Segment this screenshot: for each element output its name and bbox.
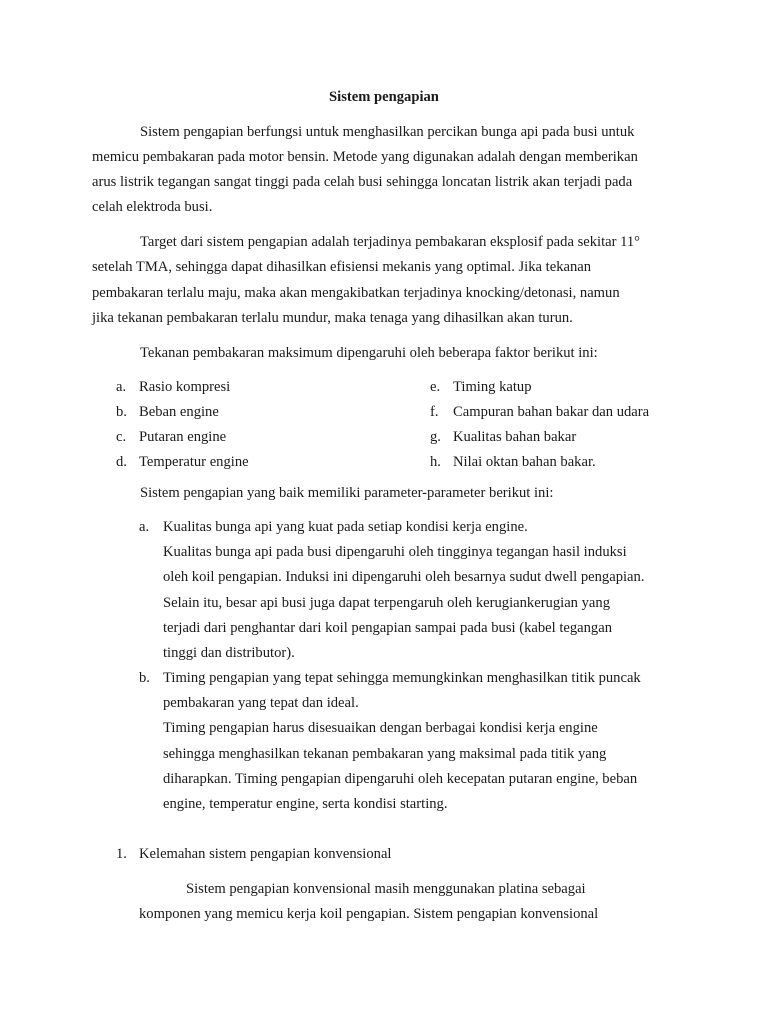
list-text: Putaran engine — [139, 429, 227, 445]
list-text: Beban engine — [139, 404, 219, 420]
text-line: diharapkan. Timing pengapian dipengaruhi oleh kecepatan putaran engine, beban — [163, 771, 638, 787]
paragraph-factors-intro: Tekanan pembakaran maksimum dipengaruhi oleh beberapa faktor berikut ini: — [140, 345, 598, 361]
text-line: pembakaran terlalu maju, maka akan mengakibatkan terjadinya knocking/detonasi, namun — [92, 285, 620, 301]
text-line: Target dari sistem pengapian adalah terjadinya pembakaran eksplosif pada sekitar 11° — [140, 234, 641, 250]
text-line: komponen yang memicu kerja koil pengapian. Sistem pengapian konvensional — [139, 906, 599, 922]
list-text: Kualitas bahan bakar — [453, 429, 577, 445]
text-line: tinggi dan distributor). — [163, 645, 295, 661]
list-marker: a. — [116, 379, 127, 395]
text-line: pembakaran yang tepat dan ideal. — [163, 695, 359, 711]
text-line: Sistem pengapian konvensional masih menggunakan platina sebagai — [186, 881, 586, 897]
text-line: Selain itu, besar api busi juga dapat terpengaruh oleh kerugiankerugian yang — [163, 595, 610, 611]
paragraph-parameters-intro: Sistem pengapian yang baik memiliki parameter-parameter berikut ini: — [140, 485, 554, 501]
text-line: celah elektroda busi. — [92, 199, 213, 215]
section-number: 1. — [116, 846, 127, 862]
text-line: engine, temperatur engine, serta kondisi starting. — [163, 796, 448, 812]
list-text: Rasio kompresi — [139, 379, 231, 395]
list-text: Nilai oktan bahan bakar. — [453, 454, 596, 470]
list-marker: d. — [116, 454, 127, 470]
list-marker: e. — [430, 379, 441, 395]
list-text: Campuran bahan bakar dan udara — [453, 404, 650, 420]
list-text: Timing katup — [453, 379, 532, 395]
text-line: sehingga menghasilkan tekanan pembakaran yang maksimal pada titik yang — [163, 746, 607, 762]
list-marker: b. — [116, 404, 127, 420]
text-line: Kualitas bunga api yang kuat pada setiap kondisi kerja engine. — [163, 519, 528, 535]
text-line: jika tekanan pembakaran terlalu mundur, maka tenaga yang dihasilkan akan turun. — [92, 310, 573, 326]
text-line: Sistem pengapian berfungsi untuk menghasilkan percikan bunga api pada busi untuk — [140, 124, 635, 140]
text-line: Kualitas bunga api pada busi dipengaruhi oleh tingginya tegangan hasil induksi — [163, 544, 627, 560]
list-marker: g. — [430, 429, 441, 445]
document-title: Sistem pengapian — [329, 89, 439, 105]
section-heading: Kelemahan sistem pengapian konvensional — [139, 846, 392, 862]
text-line: Timing pengapian yang tepat sehingga memungkinkan menghasilkan titik puncak — [163, 670, 641, 686]
text-line: terjadi dari penghantar dari koil pengapian sampai pada busi (kabel tegangan — [163, 620, 612, 636]
list-marker: f. — [430, 404, 439, 420]
text-line: setelah TMA, sehingga dapat dihasilkan efisiensi mekanis yang optimal. Jika tekanan — [92, 259, 592, 275]
text-line: memicu pembakaran pada motor bensin. Metode yang digunakan adalah dengan memberikan — [92, 149, 638, 165]
list-marker: h. — [430, 454, 441, 470]
text-line: Timing pengapian harus disesuaikan dengan berbagai kondisi kerja engine — [163, 720, 598, 736]
list-marker: c. — [116, 429, 127, 445]
text-line: arus listrik tegangan sangat tinggi pada celah busi sehingga loncatan listrik akan terjadi pada — [92, 174, 633, 190]
list-marker: b. — [139, 670, 150, 686]
list-text: Temperatur engine — [139, 454, 249, 470]
list-marker: a. — [139, 519, 150, 535]
text-line: oleh koil pengapian. Induksi ini dipengaruhi oleh besarnya sudut dwell pengapian. — [163, 569, 645, 585]
